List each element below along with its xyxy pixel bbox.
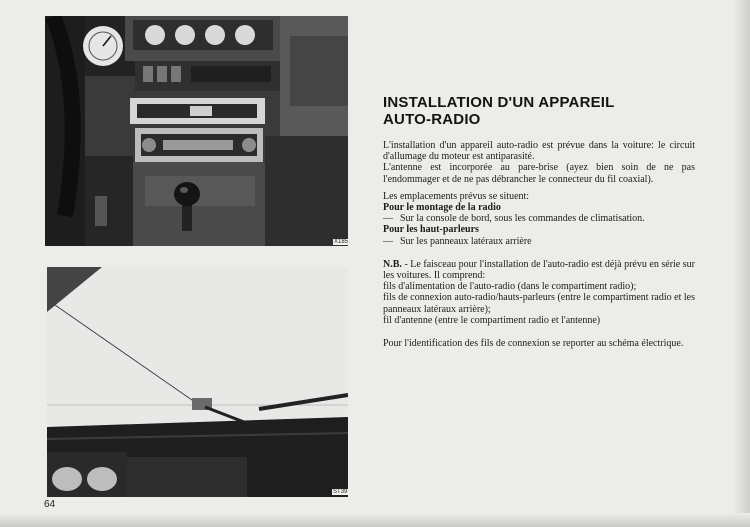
dash-bullet: — xyxy=(383,213,393,225)
page-edge-shadow xyxy=(732,0,750,527)
photo-code-bottom: ST39 xyxy=(333,489,348,495)
locations-intro: Les emplacements prévus se situent: xyxy=(383,190,530,202)
nb-paragraph xyxy=(383,259,695,281)
wire-item: fils de connexion auto-radio/hauts-parleurs (entre le compartiment radio et les panneaux latéraux arrière); xyxy=(383,292,695,315)
windscreen-antenna-photo xyxy=(47,267,348,497)
nb-text: - Le faisceau pour l'installation de l'auto-radio est déjà prévu en série sur les voitures. Il comprend: xyxy=(383,258,695,282)
photo-code-top: X185 xyxy=(334,239,349,245)
radio-location-text: Sur la console de bord, sous les commandes de climatisation. xyxy=(400,213,645,225)
closing-paragraph: Pour l'identification des fils de connexion se reporter au schéma électrique. xyxy=(383,338,684,350)
speakers-location-text: Sur les panneaux latéraux arrière xyxy=(400,235,532,247)
page-number: 64 xyxy=(44,499,56,510)
title-line: INSTALLATION D'UN APPAREIL xyxy=(383,94,615,111)
dashboard-console-photo xyxy=(45,16,348,246)
dash-bullet: — xyxy=(383,235,393,247)
wire-item: fils d'alimentation de l'auto-radio (dans le compartiment radio); xyxy=(383,281,637,293)
radio-location-item xyxy=(383,213,695,224)
intro-paragraph: L'installation d'un appareil auto-radio est prévue dans la voiture: le circuit d'allumage du moteur est antiparasité. xyxy=(383,140,695,163)
text-column xyxy=(383,94,695,349)
nb-label: N.B. xyxy=(383,258,402,270)
antenna-paragraph: L'antenne est incorporée au pare-brise (ayez bien soin de ne pas l'endommager et de ne pas débrancher le connecteur du fil coaxial). xyxy=(383,162,695,185)
page-bottom-shadow xyxy=(0,513,750,527)
radio-heading: Pour le montage de la radio xyxy=(383,202,501,214)
wire-item: fil d'antenne (entre le compartiment radio et l'antenne) xyxy=(383,314,601,326)
title-line: AUTO-RADIO xyxy=(383,111,481,128)
speakers-location-item xyxy=(383,236,695,247)
speakers-heading: Pour les haut-parleurs xyxy=(383,224,479,236)
section-title xyxy=(383,94,695,128)
